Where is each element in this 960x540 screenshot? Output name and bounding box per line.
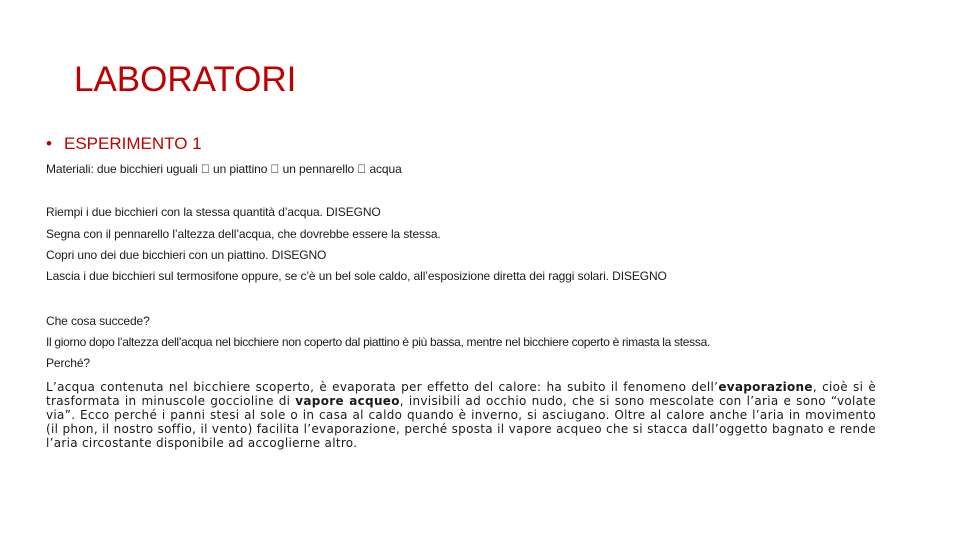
- slide-title: LABORATORI: [74, 60, 297, 99]
- materials-line: Materiali: due bicchieri uguali   un piattino   un pennarello   acqua: [46, 162, 402, 176]
- explanation-bold-term: evaporazione: [718, 380, 813, 394]
- bullet-icon: •: [46, 134, 52, 153]
- experiment-heading: [46, 133, 202, 155]
- step-line: Copri uno dei due bicchieri con un piattino. DISEGNO: [46, 248, 327, 262]
- explanation-text: , invisibili ad occhio nudo, che si sono mescolate con l’aria e sono “volate via”. Ecco perché i panni stesi al sole o in casa al caldo quando è inverno, si asciugano. Oltre al calore anche l’aria in movimento (il phon, il nostro soffio, il vento) facilita l’evaporazione, perché sposta il vapore acqueo che si stacca dall’oggetto bagnato e rende l’aria circostante disponibile ad accoglierne altro.: [46, 394, 876, 450]
- step-line: Riempi i due bicchieri con la stessa quantità d’acqua. DISEGNO: [46, 205, 381, 219]
- step-line: Lascia i due bicchieri sul termosifone oppure, se c’è un bel sole caldo, all’esposizione diretta dei raggi solari. DISEGNO: [46, 269, 667, 283]
- explanation-bold-term: vapore acqueo: [295, 394, 400, 408]
- explanation-paragraph: [46, 380, 876, 450]
- explanation-text: L’acqua contenuta nel bicchiere scoperto, è evaporata per effetto del calore: ha subito il fenomeno dell’: [46, 380, 719, 394]
- observation-line: Il giorno dopo l’altezza dell’acqua nel bicchiere non coperto dal piattino è più bassa, mentre nel bicchiere coperto è rimasta la stessa.: [46, 335, 710, 349]
- explanation-text: , cioè si è trasformata in minuscole goccioline di: [46, 380, 877, 408]
- experiment-heading-label: ESPERIMENTO 1: [64, 134, 202, 153]
- question-line: Che cosa succede?: [46, 314, 150, 328]
- step-line: Segna con il pennarello l’altezza dell’acqua, che dovrebbe essere la stessa.: [46, 227, 441, 241]
- why-line: Perché?: [46, 356, 90, 370]
